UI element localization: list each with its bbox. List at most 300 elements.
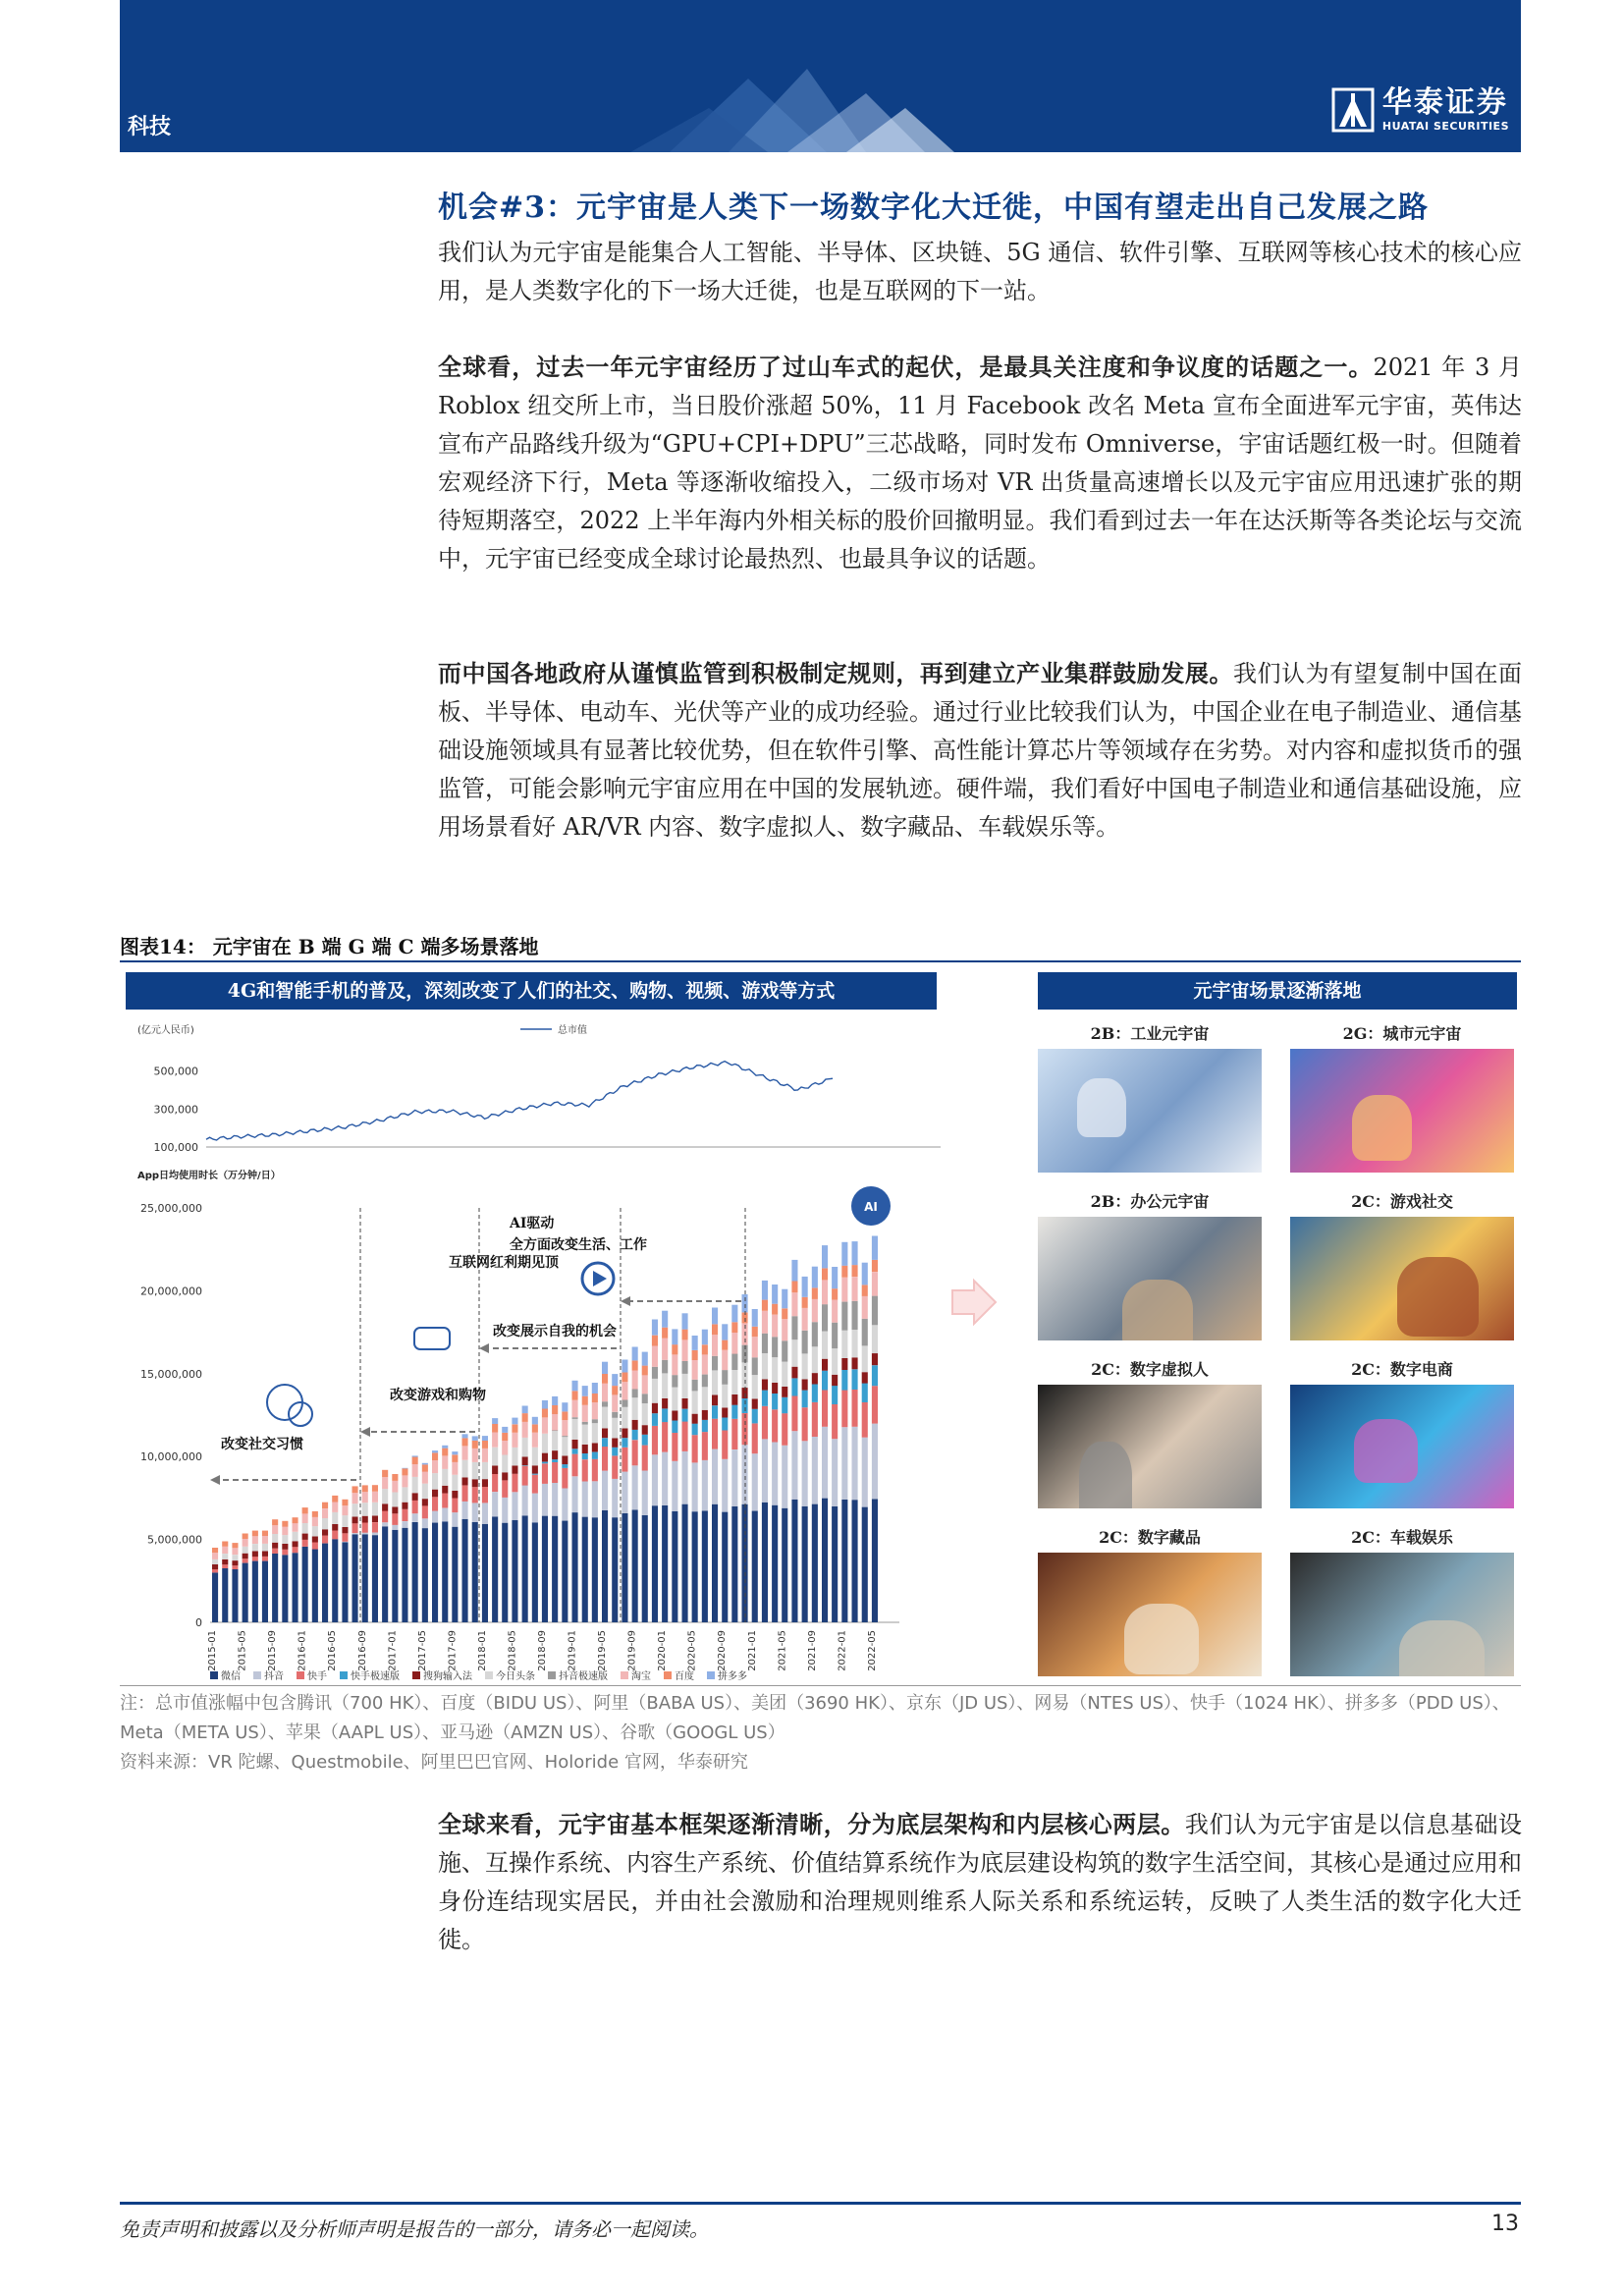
bar-segment xyxy=(243,1534,248,1540)
bar-segment xyxy=(532,1417,538,1425)
chart-annotation: 互联网红利期见顶 xyxy=(449,1255,559,1271)
bar-segment xyxy=(772,1304,778,1315)
bar-segment xyxy=(662,1409,668,1423)
bar-xtick: 2017-01 xyxy=(387,1630,399,1671)
bar-segment xyxy=(682,1339,688,1361)
bar-segment xyxy=(222,1559,228,1564)
bar-segment xyxy=(582,1396,588,1405)
bar-segment xyxy=(862,1319,868,1346)
bar-xtick: 2021-09 xyxy=(806,1630,818,1671)
bar-segment xyxy=(412,1493,418,1501)
bar-segment xyxy=(512,1492,517,1520)
bar-segment xyxy=(532,1494,538,1523)
bar-segment xyxy=(282,1544,288,1550)
bar-segment xyxy=(282,1521,288,1527)
bar-segment xyxy=(731,1419,737,1449)
bar-segment xyxy=(392,1474,398,1481)
bar-segment xyxy=(791,1367,797,1379)
bar-segment xyxy=(482,1524,488,1622)
bar-segment xyxy=(652,1379,658,1403)
bar-segment xyxy=(432,1497,438,1510)
bar-segment xyxy=(602,1510,608,1622)
bar-segment xyxy=(492,1492,498,1516)
bar-segment xyxy=(612,1374,618,1386)
bar-segment xyxy=(462,1486,468,1502)
bar-segment xyxy=(412,1455,418,1456)
figure-notes: 注：总市值涨幅中包含腾讯（700 HK）、百度（BIDU US）、阿里（BABA US）、美团（3690 HK）、京东（JD US）、网易（NTES US）、快手（1024 HK）、拼多多（PDD US）、Meta（META US）、苹果（AAPL US）、亚马逊（AMZN US）、谷歌（GOOGL US） xyxy=(120,1693,1510,1743)
bar-segment xyxy=(412,1457,418,1465)
bar-segment xyxy=(752,1309,758,1327)
bar-segment xyxy=(422,1472,428,1484)
bar-segment xyxy=(552,1459,558,1462)
bar-segment xyxy=(282,1555,288,1622)
bar-segment xyxy=(722,1512,728,1622)
bar-segment xyxy=(612,1386,618,1394)
bar-segment xyxy=(422,1499,428,1505)
bar-segment xyxy=(622,1472,627,1513)
bar-segment xyxy=(302,1513,308,1523)
bar-segment xyxy=(312,1526,318,1536)
bar-segment xyxy=(832,1506,838,1622)
chart-annotation: 改变社交习惯 xyxy=(221,1437,303,1452)
bar-segment xyxy=(562,1521,568,1623)
bar-segment xyxy=(243,1554,248,1559)
bar-segment xyxy=(592,1383,598,1394)
bar-segment xyxy=(622,1360,627,1373)
bar-segment xyxy=(442,1486,448,1494)
bar-segment xyxy=(372,1503,378,1516)
bar-segment xyxy=(872,1272,878,1295)
bar-segment xyxy=(262,1552,268,1557)
bar-segment xyxy=(812,1385,818,1402)
bar-segment xyxy=(542,1516,548,1622)
bar-segment xyxy=(731,1405,737,1419)
bar-segment xyxy=(572,1440,578,1449)
bar-segment xyxy=(642,1375,648,1394)
bar-segment xyxy=(542,1484,548,1516)
bar-segment xyxy=(702,1375,708,1388)
bar-segment xyxy=(712,1504,718,1622)
legend-label: 抖音极速版 xyxy=(559,1671,608,1682)
legend-swatch xyxy=(340,1671,348,1679)
bar-segment xyxy=(782,1319,787,1340)
paragraph-4-lead: 全球来看，元宇宙基本框架逐渐清晰，分为底层架构和内层核心两层。 xyxy=(438,1810,1185,1838)
bar-segment xyxy=(742,1504,748,1622)
bar-segment xyxy=(532,1424,538,1432)
bar-segment xyxy=(342,1533,348,1542)
scene-label: 2C：车载娱乐 xyxy=(1351,1528,1453,1547)
bar-segment xyxy=(632,1360,638,1370)
bar-segment xyxy=(742,1445,748,1504)
bar-xtick: 2016-01 xyxy=(297,1630,308,1671)
line-ytick: 500,000 xyxy=(153,1065,198,1078)
bar-segment xyxy=(472,1441,478,1449)
bar-segment xyxy=(432,1460,438,1473)
paragraph-4 xyxy=(438,1805,1522,1959)
bar-segment xyxy=(812,1299,818,1322)
bar-segment xyxy=(402,1468,407,1469)
bar-segment xyxy=(492,1516,498,1622)
bar-segment xyxy=(832,1348,838,1375)
bar-segment xyxy=(822,1332,828,1359)
bar-xtick: 2018-05 xyxy=(507,1630,518,1671)
bar-segment xyxy=(332,1539,338,1622)
bar-segment xyxy=(252,1552,258,1558)
bar-segment xyxy=(822,1304,828,1331)
legend-label: 抖音 xyxy=(264,1671,284,1682)
chart-annotation: AI驱动 xyxy=(510,1216,555,1231)
bar-segment xyxy=(372,1532,378,1535)
bar-segment xyxy=(562,1436,568,1437)
bar-segment xyxy=(722,1418,728,1431)
bar-segment xyxy=(642,1425,648,1435)
bar-segment xyxy=(502,1433,508,1441)
bar-segment xyxy=(452,1462,458,1475)
bar-ytick: 5,000,000 xyxy=(147,1533,202,1547)
bar-segment xyxy=(862,1438,868,1507)
bar-segment xyxy=(552,1450,558,1459)
bar-segment xyxy=(642,1446,648,1471)
bar-segment xyxy=(402,1528,407,1622)
bar-segment xyxy=(622,1382,627,1399)
bar-segment xyxy=(632,1370,638,1389)
chart-annotation: 全方面改变生活、工作 xyxy=(510,1237,647,1253)
bar-segment xyxy=(592,1517,598,1622)
bar-segment xyxy=(462,1477,468,1485)
bar-segment xyxy=(602,1447,608,1471)
bar-segment xyxy=(402,1503,407,1509)
bar-segment xyxy=(212,1548,218,1553)
scene-label: 2C：数字虚拟人 xyxy=(1091,1360,1209,1379)
bar-segment xyxy=(802,1297,808,1308)
bar-segment xyxy=(822,1499,828,1622)
bar-segment xyxy=(622,1407,627,1429)
bar-segment xyxy=(442,1494,448,1508)
bar-segment xyxy=(422,1484,428,1499)
bar-segment xyxy=(832,1299,838,1322)
bar-segment xyxy=(562,1468,568,1489)
bar-segment xyxy=(762,1406,768,1440)
bar-segment xyxy=(302,1547,308,1622)
bar-segment xyxy=(712,1419,718,1449)
bar-segment xyxy=(352,1493,358,1503)
bar-segment xyxy=(432,1490,438,1498)
legend-swatch xyxy=(548,1671,556,1679)
bar-segment xyxy=(542,1400,548,1409)
bar-segment xyxy=(802,1391,808,1408)
bar-segment xyxy=(672,1411,677,1421)
bar-segment xyxy=(682,1330,688,1340)
bar-segment xyxy=(312,1517,318,1526)
bar-segment xyxy=(212,1559,218,1564)
bar-segment xyxy=(542,1463,548,1484)
footer-disclaimer: 免责声明和披露以及分析师声明是报告的一部分，请务必一起阅读。 xyxy=(120,2217,709,2241)
bar-segment xyxy=(712,1356,718,1371)
scene-label: 2C：数字电商 xyxy=(1351,1360,1453,1379)
bar-segment xyxy=(791,1260,797,1282)
bar-ytick: 10,000,000 xyxy=(140,1450,202,1464)
bar-segment xyxy=(791,1292,797,1316)
bar-segment xyxy=(652,1320,658,1336)
bar-segment xyxy=(662,1398,668,1409)
bar-segment xyxy=(752,1357,758,1375)
bar-xtick: 2015-09 xyxy=(267,1630,279,1671)
bar-segment xyxy=(852,1330,858,1357)
bar-segment xyxy=(552,1431,558,1432)
bar-segment xyxy=(752,1423,758,1453)
bar-segment xyxy=(712,1405,718,1418)
line-ytick: 300,000 xyxy=(153,1103,198,1117)
bar-segment xyxy=(542,1409,548,1418)
bar-segment xyxy=(532,1448,538,1465)
scene-image-figure xyxy=(1399,1620,1485,1676)
bar-segment xyxy=(702,1460,708,1511)
bar-segment xyxy=(822,1245,828,1268)
bar-segment xyxy=(872,1365,878,1386)
bar-segment xyxy=(722,1431,728,1459)
bar-segment xyxy=(841,1278,847,1302)
bar-segment xyxy=(762,1281,768,1300)
bar-segment xyxy=(762,1439,768,1502)
section-label: 科技 xyxy=(128,114,172,139)
bar-segment xyxy=(812,1288,818,1299)
bar-segment xyxy=(392,1493,398,1507)
bar-segment xyxy=(682,1361,688,1374)
bar-segment xyxy=(442,1455,448,1469)
bar-segment xyxy=(702,1344,708,1354)
bar-segment xyxy=(562,1489,568,1521)
bar-segment xyxy=(592,1452,598,1459)
scene-label: 2C：游戏社交 xyxy=(1351,1192,1453,1211)
bar-segment xyxy=(382,1489,388,1503)
bar-segment xyxy=(282,1535,288,1544)
bar-segment xyxy=(222,1542,228,1547)
bar-segment xyxy=(412,1501,418,1513)
bar-segment xyxy=(602,1401,608,1406)
bar-segment xyxy=(862,1285,868,1296)
paragraph-1-text: 我们认为元宇宙是能集合人工智能、半导体、区块链、5G 通信、软件引擎、互联网等核心技术的核心应用，是人类数字化的下一场大迁徙，也是互联网的下一站。 xyxy=(438,239,1522,304)
bar-segment xyxy=(302,1507,308,1513)
bar-xtick: 2016-09 xyxy=(356,1630,368,1671)
bar-xtick: 2020-09 xyxy=(717,1630,729,1671)
bar-segment xyxy=(832,1404,838,1439)
legend-swatch xyxy=(664,1671,672,1679)
huatai-logo-icon xyxy=(1331,87,1375,133)
bar-segment xyxy=(402,1521,407,1528)
bar-segment xyxy=(522,1465,528,1466)
bar-segment xyxy=(682,1409,688,1422)
bar-xtick: 2015-05 xyxy=(237,1630,248,1671)
bar-segment xyxy=(352,1523,358,1533)
bar-segment xyxy=(502,1455,508,1473)
bar-segment xyxy=(632,1420,638,1430)
legend-label: 微信 xyxy=(221,1671,241,1682)
bar-segment xyxy=(532,1474,538,1475)
bar-segment xyxy=(772,1357,778,1383)
bar-segment xyxy=(512,1433,517,1448)
bar-xtick: 2017-05 xyxy=(416,1630,428,1671)
bar-segment xyxy=(841,1302,847,1331)
bar-segment xyxy=(562,1411,568,1420)
bar-segment xyxy=(342,1542,348,1622)
bar-segment xyxy=(652,1505,658,1622)
bar-segment xyxy=(652,1413,658,1426)
bar-segment xyxy=(791,1378,797,1395)
bar-segment xyxy=(852,1265,858,1277)
bar-segment xyxy=(762,1379,768,1390)
bar-segment xyxy=(672,1461,677,1511)
bar-segment xyxy=(682,1504,688,1622)
bar-segment xyxy=(352,1517,358,1524)
bar-segment xyxy=(552,1483,558,1516)
bar-segment xyxy=(562,1464,568,1468)
bar-segment xyxy=(412,1522,418,1622)
bar-segment xyxy=(262,1536,268,1544)
bar-segment xyxy=(662,1422,668,1452)
bar-segment xyxy=(702,1432,708,1460)
bar-segment xyxy=(802,1308,808,1331)
bar-segment xyxy=(472,1503,478,1522)
bar-segment xyxy=(452,1491,458,1499)
bar-segment xyxy=(542,1434,548,1453)
bar-segment xyxy=(682,1398,688,1409)
bar-segment xyxy=(462,1460,468,1478)
bar-segment xyxy=(872,1260,878,1272)
bar-xtick: 2019-05 xyxy=(597,1630,609,1671)
scene-label: 2B：工业元宇宙 xyxy=(1090,1024,1210,1043)
bar-segment xyxy=(412,1513,418,1522)
bar-segment xyxy=(672,1329,677,1344)
bar-segment xyxy=(782,1508,787,1622)
bar-segment xyxy=(452,1454,458,1462)
bar-segment xyxy=(272,1534,278,1543)
bar-segment xyxy=(492,1418,498,1424)
scene-image-figure xyxy=(1124,1604,1199,1674)
bar-segment xyxy=(432,1473,438,1490)
bar-segment xyxy=(652,1403,658,1414)
bar-segment xyxy=(782,1397,787,1413)
paragraph-4-text: 我们认为元宇宙是以信息基础设施、互操作系统、内容生产系统、价值结算系统作为底层建设构筑的数字生活空间，其核心是通过应用和身份连结现实居民，并由社会激励和治理规则维系人际关系和系统运转，反映了人类生活的数字化大迁徙。 xyxy=(438,1811,1523,1953)
bar-segment xyxy=(482,1449,488,1462)
bar-segment xyxy=(632,1390,638,1398)
bar-segment xyxy=(582,1481,588,1516)
bar-segment xyxy=(572,1419,578,1440)
bar-segment xyxy=(841,1391,847,1428)
bar-segment xyxy=(672,1375,677,1388)
chart-annotation: 改变展示自我的机会 xyxy=(493,1324,617,1339)
legend-swatch xyxy=(707,1671,715,1679)
paragraph-1 xyxy=(438,234,1522,310)
bar-xtick: 2020-01 xyxy=(657,1630,669,1671)
bar-segment xyxy=(372,1535,378,1622)
bar-segment xyxy=(572,1381,578,1392)
bar-segment xyxy=(862,1296,868,1319)
bar-segment xyxy=(382,1526,388,1622)
bar-segment xyxy=(322,1518,328,1529)
legend-swatch xyxy=(412,1671,420,1679)
bar-segment xyxy=(622,1429,627,1439)
bar-segment xyxy=(731,1322,737,1333)
bar-segment xyxy=(782,1413,787,1446)
bar-segment xyxy=(442,1449,448,1456)
line-ylabel: (亿元人民币) xyxy=(137,1025,194,1036)
bar-segment xyxy=(492,1474,498,1492)
bar-segment xyxy=(432,1450,438,1452)
bar-segment xyxy=(222,1568,228,1622)
bar-xtick: 2022-01 xyxy=(837,1630,848,1671)
bar-ylabel: App日均使用时长（万分钟/日） xyxy=(137,1171,281,1181)
bar-segment xyxy=(802,1353,808,1379)
bar-segment xyxy=(402,1468,407,1475)
chart-banner: 4G和智能手机的普及，深刻改变了人们的社交、购物、视频、游戏等方式 xyxy=(126,972,937,1010)
legend-label: 快手极速版 xyxy=(351,1671,400,1682)
bar-segment xyxy=(252,1536,258,1544)
scene-image xyxy=(1290,1217,1514,1340)
bar-segment xyxy=(822,1359,828,1371)
bar-segment xyxy=(562,1437,568,1455)
bar-segment xyxy=(832,1288,838,1299)
bar-segment xyxy=(432,1511,438,1523)
bar-segment xyxy=(802,1506,808,1622)
bar-segment xyxy=(302,1534,308,1540)
figure-source: 资料来源：VR 陀螺、Questmobile、阿里巴巴官网、Holoride 官网，华泰研究 xyxy=(120,1752,748,1773)
bar-segment xyxy=(312,1543,318,1550)
bar-segment xyxy=(252,1544,258,1551)
bar-segment xyxy=(612,1517,618,1622)
bar-segment xyxy=(572,1400,578,1418)
bar-segment xyxy=(602,1374,608,1384)
bar-segment xyxy=(272,1554,278,1622)
bar-segment xyxy=(212,1572,218,1622)
bar-segment xyxy=(692,1360,698,1380)
bar-xtick: 2021-01 xyxy=(746,1630,758,1671)
bar-xtick: 2018-01 xyxy=(476,1630,488,1671)
bar-segment xyxy=(243,1558,248,1562)
bar-xtick: 2015-01 xyxy=(207,1630,219,1671)
bar-segment xyxy=(692,1435,698,1462)
scene-image xyxy=(1038,1385,1262,1508)
bar-segment xyxy=(712,1370,718,1394)
bar-segment xyxy=(582,1425,588,1445)
bar-segment xyxy=(692,1424,698,1436)
bar-segment xyxy=(322,1508,328,1518)
bar-segment xyxy=(272,1519,278,1525)
bar-segment xyxy=(862,1372,868,1383)
bar-segment xyxy=(392,1525,398,1530)
bar-segment xyxy=(782,1362,787,1387)
logo-english: HUATAI SECURITIES xyxy=(1381,120,1509,133)
bar-segment xyxy=(372,1485,378,1492)
bar-segment xyxy=(582,1445,588,1453)
bar-segment xyxy=(522,1515,528,1622)
bar-segment xyxy=(782,1387,787,1397)
bar-segment xyxy=(772,1394,778,1409)
bar-segment xyxy=(342,1527,348,1533)
bar-segment xyxy=(212,1564,218,1569)
bar-segment xyxy=(822,1280,828,1304)
chat-icon-2 xyxy=(289,1402,312,1426)
bar-segment xyxy=(232,1569,238,1622)
bar-segment xyxy=(752,1409,758,1424)
bar-xtick: 2019-09 xyxy=(626,1630,638,1671)
legend-label: 百度 xyxy=(675,1671,694,1682)
bar-segment xyxy=(282,1527,288,1536)
bar-segment xyxy=(293,1547,298,1553)
bar-segment xyxy=(712,1325,718,1336)
bar-segment xyxy=(652,1454,658,1505)
bar-segment xyxy=(862,1263,868,1285)
bar-segment xyxy=(672,1344,677,1354)
